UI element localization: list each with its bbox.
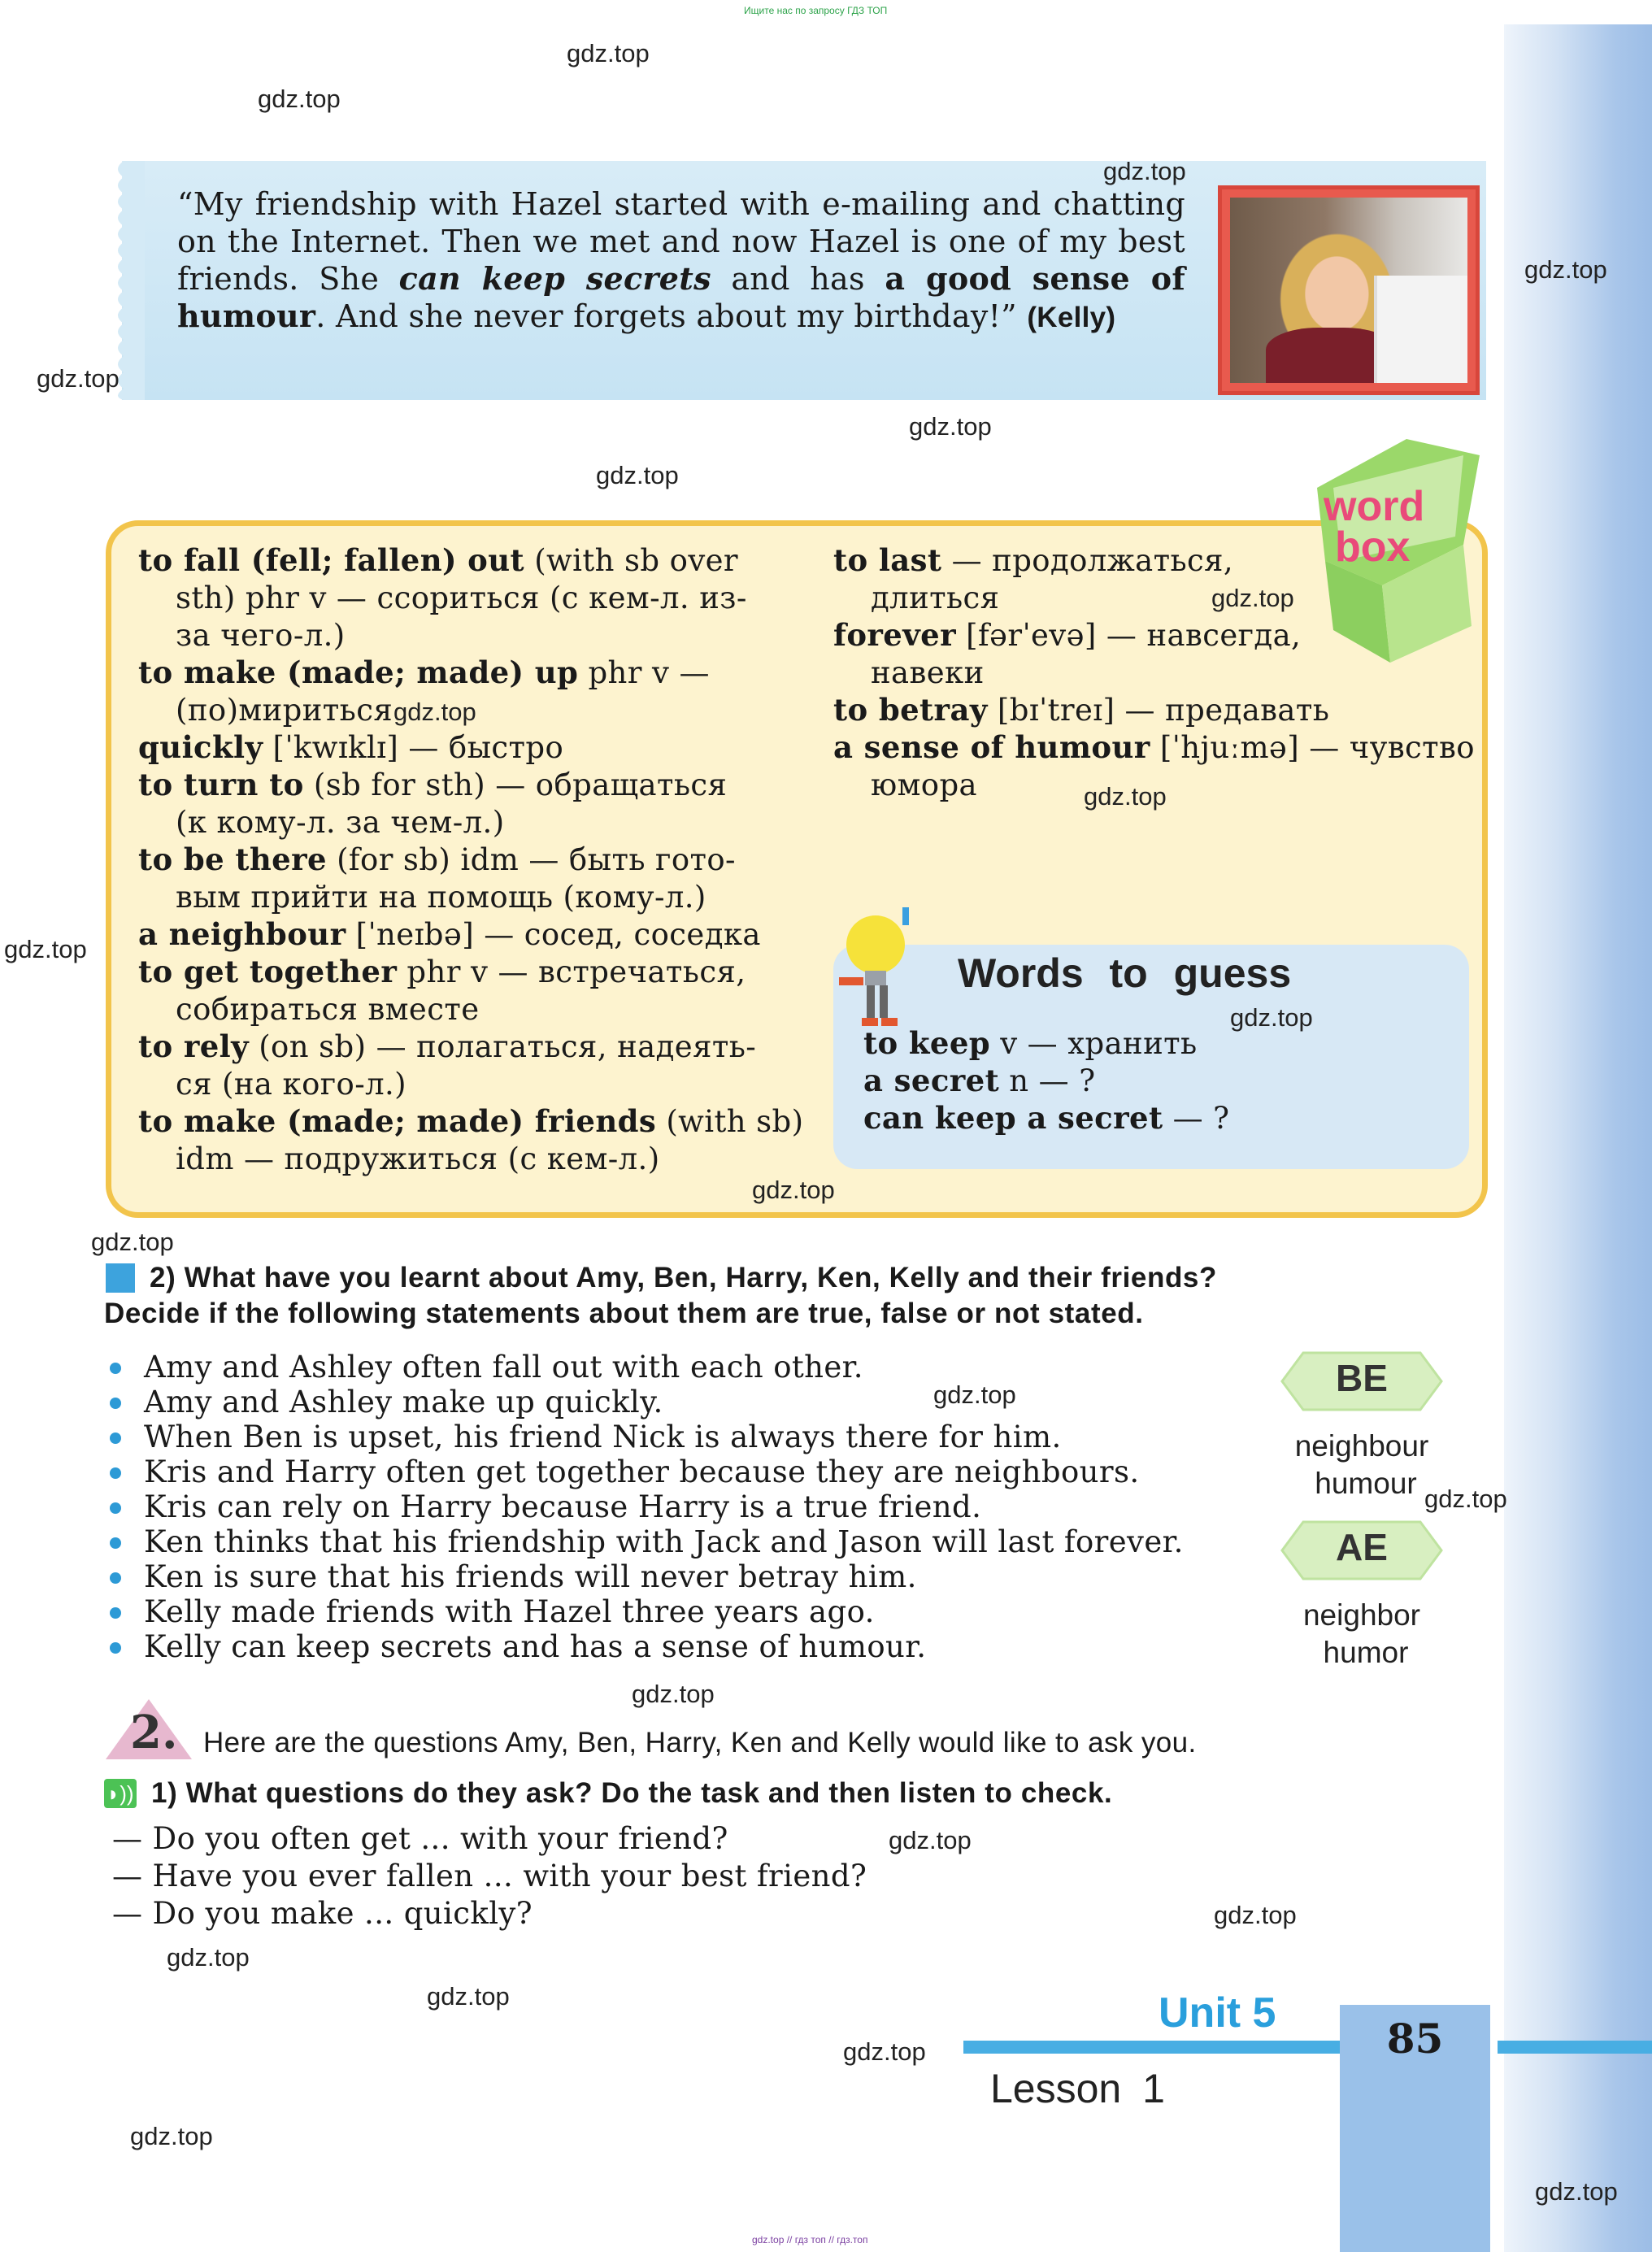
watermark: gdz.top [1214,1901,1297,1929]
audio-listen-icon: ◗)) [104,1779,137,1808]
watermark: gdz.top [1424,1485,1507,1513]
words-to-guess-title: Words to guess [958,950,1292,996]
watermark: gdz.top [1524,255,1607,284]
page-side-band [1504,24,1652,2252]
exercise-2-heading-line2: Decide if the following statements about them are true, false or not stated. [104,1298,1144,1329]
unit-underline [963,2041,1362,2054]
watermark: gdz.top [91,1228,174,1256]
word-box-cube-icon [1309,439,1488,667]
lightbulb-mascot-icon [831,904,920,1034]
statement-item: When Ben is upset, his friend Nick is always there for him. [110,1419,1062,1454]
entry-sense-of-humour: a sense of humour [ˈhjuːmə] — чувство юмора [833,729,1475,802]
watermark: gdz.top [909,412,992,441]
watermark: gdz.top [596,461,679,489]
watermark: gdz.top [632,1680,715,1708]
entry-make-up: to make (made; made) up phr v — (по)мириться [138,654,710,728]
entry-fall-out: to fall (fell; fallen) out (with sb over sth) phr v — ссориться (с кем-л. из- за чего-л.) [138,542,747,653]
entry-quickly: quickly [ˈkwɪklɪ] — быстро [138,729,564,765]
entry-betray: to betray [bɪˈtreɪ] — предавать [833,692,1330,728]
logo-box: box [1335,524,1411,571]
quote-author: (Kelly) [1027,302,1116,333]
question-item: — Do you make ... quickly? [112,1896,533,1931]
guess-secret: a secret n — ? [863,1063,1096,1098]
lesson-label: Lesson 1 [990,2066,1165,2111]
entry-forever: forever [fərˈevə] — навсегда, навеки [833,617,1302,690]
watermark: gdz.top [567,39,650,67]
unit-underline-right [1498,2041,1652,2054]
top-note: Ищите нас по запросу ГДЗ ТОП [744,5,888,16]
statement-item: Ken thinks that his friendship with Jack and Jason will last forever. [110,1524,1184,1559]
unit-label: Unit 5 [1159,1989,1276,2037]
ae-label: AE [1336,1526,1388,1568]
statement-item: Kelly can keep secrets and has a sense of humour. [110,1629,926,1664]
be-label: BE [1336,1357,1388,1399]
task-2-sub-heading: 1) What questions do they ask? Do the task and then listen to check. [151,1777,1113,1809]
watermark: gdz.top [258,85,341,113]
statement-item: Ken is sure that his friends will never betray him. [110,1559,917,1594]
watermark: gdz.top [889,1826,972,1854]
watermark: gdz.top [1211,584,1294,612]
watermark: gdz.top [933,1380,1016,1409]
entry-be-there: to be there (for sb) idm — быть гото- вым прийти на помощь (кому-л.) [138,841,736,915]
watermark: gdz.top [1084,782,1167,811]
statement-item: Kris and Harry often get together because they are neighbours. [110,1454,1140,1489]
be-word-neighbour: neighbour [1294,1429,1429,1463]
guess-keep: to keep v — хранить [863,1025,1198,1061]
logo-word: word [1324,483,1425,530]
task-number: 2. [130,1706,178,1759]
watermark: gdz.top [167,1943,250,1972]
task-2-intro: Here are the questions Amy, Ben, Harry, Ken and Kelly would like to ask you. [203,1727,1197,1759]
statement-item: Amy and Ashley often fall out with each other. [110,1350,863,1385]
exercise-2-heading-line1: 2) What have you learnt about Amy, Ben, Harry, Ken, Kelly and their friends? [150,1262,1217,1293]
statement-item: Amy and Ashley make up quickly. [110,1385,663,1419]
question-item: — Have you ever fallen ... with your best friend? [112,1859,867,1893]
guess-keep-a-secret: can keep a secret — ? [863,1100,1230,1136]
entry-get-together: to get together phr v — встречаться, собираться вместе [138,954,746,1027]
entry-rely: to rely (on sb) — полагаться, надеять- ся (на кого-л.) [138,1028,757,1102]
entry-make-friends: to make (made; made) friends (with sb) idm — подружиться (с кем-л.) [138,1103,804,1176]
entry-turn-to: to turn to (sb for sth) — обращаться (к кому-л. за чем-л.) [138,767,728,840]
watermark: gdz.top [427,1982,510,2011]
kelly-quote: “My friendship with Hazel started with e-mailing and chatting on the Internet. Then we met and now Hazel is one of my best friends. She can keep secrets and has a good sense of humour. And she never forgets about my birthday!” (Kelly) [177,186,1185,334]
watermark: gdz.top [843,2037,926,2066]
watermark: gdz.top [752,1176,835,1204]
watermark: gdz.top [1230,1003,1313,1032]
watermark: gdz.top [393,698,476,726]
statement-item: Kelly made friends with Hazel three years ago. [110,1594,875,1629]
entry-last: to last — продолжаться, длиться [833,542,1234,615]
watermark: gdz.top [37,364,120,393]
watermark: gdz.top [1535,2177,1618,2206]
reading-task-icon [106,1263,135,1293]
kelly-photo [1218,185,1480,395]
statement-item: Kris can rely on Harry because Harry is a true friend. [110,1489,981,1524]
watermark: gdz.top [4,935,87,963]
question-item: — Do you often get ... with your friend? [112,1821,728,1856]
watermark: gdz.top [130,2122,213,2150]
entry-neighbour: a neighbour [ˈneɪbə] — сосед, соседка [138,916,761,952]
ae-word-humor: humor [1323,1636,1409,1669]
ae-word-neighbor: neighbor [1302,1598,1420,1632]
watermark: gdz.top [1103,157,1186,185]
page-number: 85 [1386,2015,1444,2063]
be-word-humour: humour [1315,1467,1417,1500]
bottom-note: gdz.top // гдз топ // гдз.топ [752,2234,868,2245]
